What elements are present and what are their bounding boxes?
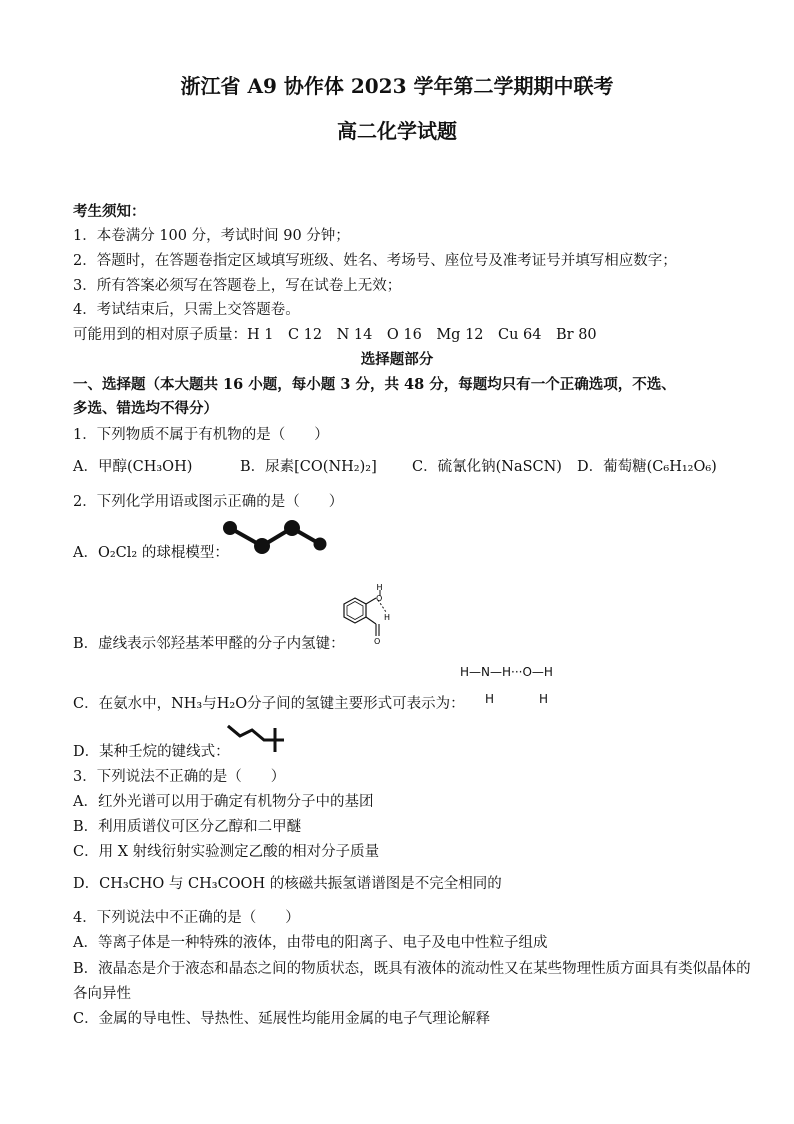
q4-option-c: C．金属的导电性、导热性、延展性均能用金属的电子气理论解释 <box>73 1011 491 1027</box>
notice-item-1: 1．本卷满分 100 分，考试时间 90 分钟； <box>73 228 350 244</box>
atomic-masses: 可能用到的相对原子质量：H 1 C 12 N 14 O 16 Mg 12 Cu 64 Br 80 <box>73 327 597 343</box>
aldehyde-h2-label: H <box>384 613 391 622</box>
q4-option-b-line1: B．液晶态是介于液态和晶态之间的物质状态，既具有液体的流动性又在某些物理性质方面具有类似晶体的 <box>73 961 751 977</box>
section-title: 选择题部分 <box>360 351 434 368</box>
q4-option-b-line2: 各向异性 <box>73 986 131 1002</box>
q4-stem: 4．下列说法中不正确的是（ ） <box>73 910 300 926</box>
q1-option-d: D．葡萄糖(C₆H₁₂O₆) <box>577 459 717 475</box>
section-instructions-2: 多选、错选均不得分） <box>73 400 218 417</box>
section-instructions-1: 一、选择题（本大题共 16 小题，每小题 3 分，共 48 分，每题均只有一个正确选项，不选、 <box>73 376 676 393</box>
notice-item-4: 4．考试结束后，只需上交答题卷。 <box>73 302 300 318</box>
q1-option-a: A．甲醇(CH₃OH) <box>73 459 193 475</box>
aldehyde-h-label: H <box>376 583 383 592</box>
q1-option-c: C．硫氰化钠(NaSCN) <box>412 459 562 475</box>
hbond-diagram-text: H—N—H···O—H <box>460 665 553 679</box>
q2-stem: 2．下列化学用语或图示正确的是（ ） <box>73 494 344 510</box>
q1-stem: 1．下列物质不属于有机物的是（ ） <box>73 427 329 443</box>
q1-option-b: B．尿素[CO(NH₂)₂] <box>240 459 377 475</box>
q3-option-b: B．利用质谱仪可区分乙醇和二甲醚 <box>73 819 302 835</box>
nonane-skeletal-image <box>226 722 296 754</box>
notice-item-3: 3．所有答案必须写在答题卷上，写在试卷上无效； <box>73 278 402 294</box>
q2-option-d: D．某种壬烷的键线式： <box>73 744 230 760</box>
notice-heading: 考生须知： <box>73 203 146 220</box>
aldehyde-o2-label: O <box>374 637 381 646</box>
q3-option-a: A．红外光谱可以用于确定有机物分子中的基团 <box>73 794 374 810</box>
q2-option-c: C．在氨水中，NH₃与H₂O分子间的氢键主要形式可表示为： <box>73 696 465 712</box>
hbond-h-below-n: H <box>485 692 495 706</box>
hbond-h-below-o: H <box>539 692 549 706</box>
q3-option-c: C．用 X 射线衍射实验测定乙酸的相对分子质量 <box>73 844 380 860</box>
q3-stem: 3．下列说法不正确的是（ ） <box>73 769 286 785</box>
exam-subtitle: 高二化学试题 <box>337 119 457 143</box>
aldehyde-o-label: O <box>376 594 383 603</box>
q2-option-b: B．虚线表示邻羟基苯甲醛的分子内氢键： <box>73 636 345 652</box>
q4-option-a: A．等离子体是一种特殊的液体，由带电的阳离子、电子及电中性粒子组成 <box>73 935 548 951</box>
ball-stick-model-image <box>220 518 330 558</box>
q2-option-a: A．O₂Cl₂ 的球棍模型： <box>73 545 229 561</box>
exam-title: 浙江省 A9 协作体 2023 学年第二学期期中联考 <box>180 74 614 98</box>
notice-item-2: 2．答题时，在答题卷指定区域填写班级、姓名、考场号、座位号及准考证号并填写相应数字； <box>73 253 677 269</box>
q3-option-d: D．CH₃CHO 与 CH₃COOH 的核磁共振氢谱谱图是不完全相同的 <box>73 876 502 892</box>
